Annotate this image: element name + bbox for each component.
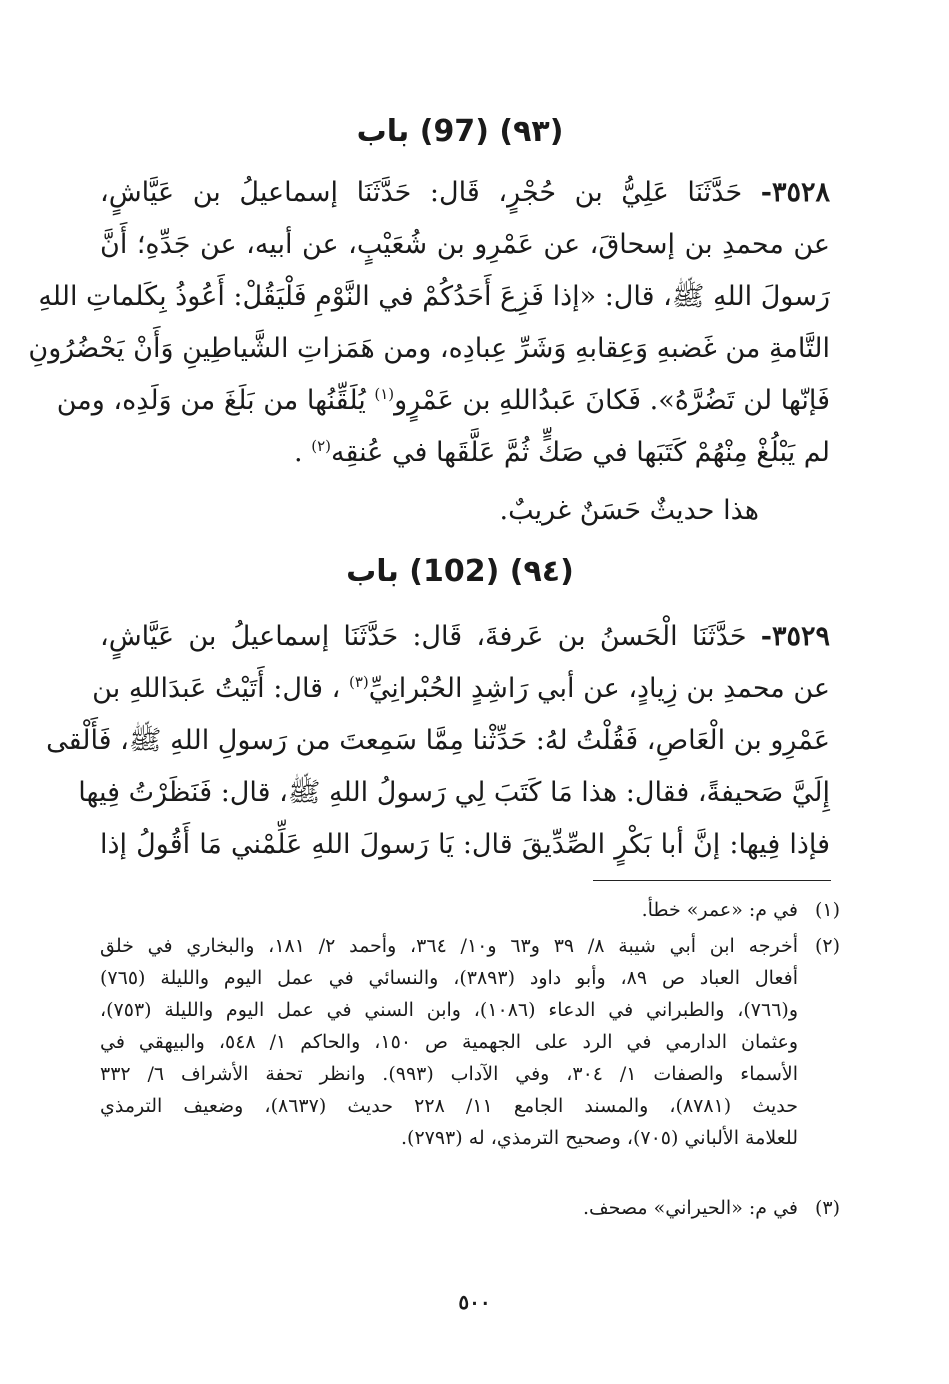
hadith-grade: هذا حديثٌ حَسَنٌ غريبٌ. xyxy=(499,495,759,526)
footnote-text xyxy=(100,930,798,1154)
hadith-3528-line-6 xyxy=(100,428,830,478)
hadith-3528-line-3 xyxy=(38,272,830,322)
hadith-number: ٣٥٢٨- xyxy=(760,177,830,208)
hadith-text: لم يَبْلُغْ مِنْهُمْ كَتَبَها في صَكٍّ ثُمَّ عَلَّقَها في عُنقِه xyxy=(330,437,830,468)
hadith-text: حَدَّثَنَا عَلِيُّ بن حُجْرٍ، قَال: حَدَّثَنَا إسماعيلُ بن عَيَّاشٍ، xyxy=(100,177,743,208)
chapter-heading-label: (٩٤) (102) باب xyxy=(346,554,574,589)
footnote-line: أفعال العباد ص ٨٩، وأبو داود (٣٨٩٣)، والنسائي في عمل اليوم والليلة (٧٦٥) xyxy=(100,967,798,989)
hadith-text: فَإنّها لن تَضُرَّهُ». فَكانَ عَبدُاللهِ بن عَمْرٍو xyxy=(394,385,830,416)
hadith-text: عن محمدِ بن زِيادٍ، عن أبي رَاشِدٍ الحُبْرانِيِّ xyxy=(368,673,830,704)
footnote-line: وعثمان الدارمي في الرد على الجهمية ص ١٥٠، والحاكم ١/ ٥٤٨، والبيهقي في xyxy=(100,1031,798,1053)
hadith-text: التَّامةِ من غَضبهِ وَعِقابهِ وَشَرِّ عِبادِه، ومن هَمَزاتِ الشَّياطِينِ وَأَنْ يَحْضُرُونِ xyxy=(28,333,830,364)
footnote-ref-3[interactable]: (٣) xyxy=(348,673,369,691)
footnote-line: للعلامة الألباني (٧٠٥)، وصحيح الترمذي، له (٢٧٩٣). xyxy=(400,1127,798,1149)
hadith-number: ٣٥٢٩- xyxy=(760,621,830,652)
footnote-line: في م: «عمر» خطأ. xyxy=(641,899,798,921)
hadith-3528-line-1 xyxy=(100,168,830,218)
hadith-3529-line-3 xyxy=(46,716,830,766)
hadith-3529-line-5 xyxy=(100,820,830,870)
footnote-line: في م: «الحيراني» مصحف. xyxy=(582,1197,798,1219)
hadith-text: حَدَّثَنَا الْحَسنُ بن عَرفةَ، قَال: حَدَّثَنَا إسماعيلُ بن عَيَّاشٍ، xyxy=(100,621,747,652)
hadith-text: إِلَيَّ صَحيفةً، فقال: هذا مَا كَتَبَ لِي رَسولُ اللهِ ﷺ، قال: فَنَظَرْتُ فِيها xyxy=(78,777,830,808)
hadith-text: فإذا فِيها: إنَّ أبا بَكْرٍ الصِّدِّيقَ قال: يَا رَسولَ اللهِ عَلِّمْني مَا أَقُولُ إذا xyxy=(100,829,830,860)
hadith-3528-line-4 xyxy=(28,324,830,374)
footnote-3 xyxy=(100,1192,840,1224)
page-number: ٥٠٠ xyxy=(458,1290,491,1314)
hadith-3529-line-2 xyxy=(92,664,830,714)
footnote-text xyxy=(100,1192,798,1224)
footnote-text xyxy=(100,894,798,926)
footnote-line: حديث (٨٧٨١)، والمسند الجامع ١١/ ٢٢٨ حديث (٨٦٣٧)، وضعيف الترمذي xyxy=(100,1095,798,1117)
hadith-3528-line-2 xyxy=(100,220,830,270)
chapter-heading-label: (٩٣) (97) باب xyxy=(356,114,564,149)
footnote-number: (٣) xyxy=(814,1197,840,1219)
hadith-text: . xyxy=(294,437,312,468)
hadith-3528-line-5 xyxy=(56,376,830,426)
footnote-ref-2[interactable]: (٢) xyxy=(311,437,331,455)
hadith-text: رَسولَ اللهِ ﷺ، قال: «إذا فَزِعَ أَحَدُكُمْ في النَّوْمِ فَلْيَقُلْ: أَعُوذُ بِكَلماتِ اللهِ xyxy=(38,281,830,312)
footnote-number: (٢) xyxy=(814,935,840,957)
hadith-3529-line-4 xyxy=(78,768,830,818)
hadith-text: يُلَقِّنُها من بَلَغَ من وَلَدِه، ومن xyxy=(56,385,366,416)
footnote-line: أخرجه ابن أبي شيبة ٨/ ٣٩ و٦٣ و١٠/ ٣٦٤، وأحمد ٢/ ١٨١، والبخاري في خلق xyxy=(100,935,799,957)
footnote-line: و(٧٦٦)، والطبراني في الدعاء (١٠٨٦)، وابن السني في عمل اليوم والليلة (٧٥٣)، xyxy=(100,999,799,1021)
chapter-heading-94 xyxy=(100,552,820,592)
footnote-ref-1[interactable]: (١) xyxy=(374,385,395,403)
hadith-text: عَمْرِو بن الْعَاصِ، فَقُلْتُ لهُ: حَدِّثْنا مِمَّا سَمِعتَ من رَسولِ اللهِ ﷺ، فَأَلْقى xyxy=(46,725,830,756)
footnote-2 xyxy=(100,930,840,1154)
hadith-3529-line-1 xyxy=(100,612,830,662)
hadith-text: ، قال: أَتَيْتُ عَبدَاللهِ بن xyxy=(92,673,349,704)
hadith-text: عن محمدِ بن إسحاقَ، عن عَمْرِو بن شُعَيْبٍ، عن أبيه، عن جَدِّهِ؛ أَنَّ xyxy=(100,229,830,260)
chapter-heading-93 xyxy=(100,112,820,152)
footnote-1 xyxy=(100,894,840,926)
footnote-separator xyxy=(593,880,831,881)
footnote-line: الأسماء والصفات ١/ ٣٠٤، وفي الآداب (٩٩٣). وانظر تحفة الأشراف ٦/ ٣٣٢ xyxy=(100,1063,798,1085)
footnote-number: (١) xyxy=(814,899,840,921)
